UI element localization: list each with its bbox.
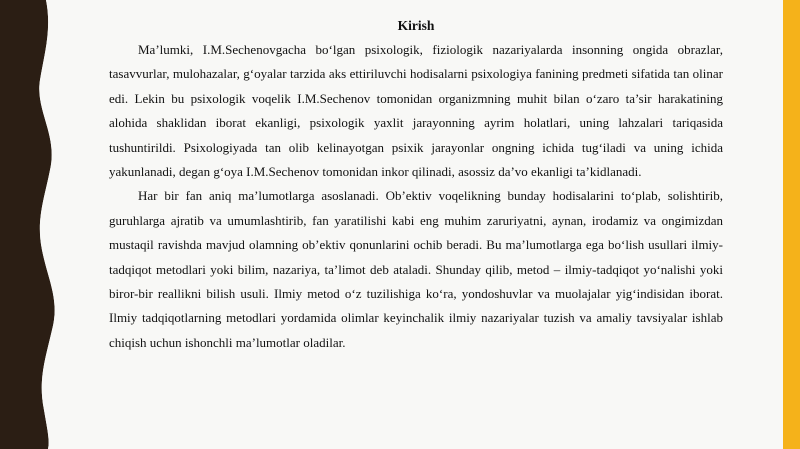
wavy-band-graphic [0, 0, 85, 449]
paragraph-1: Ma’lumki, I.M.Sechenovgacha bo‘lgan psixologik, fiziologik nazariyalarda insonning ongida obrazlar, tasavvurlar, mulohazalar, g‘oyalar tarzida aks ettiriluvchi hodisalarni psixologiya fanining predmeti sifatida tan olinar edi. Lekin bu psixologik voqelik I.M.Sechenov tomonidan organizmning muhit bilan o‘zaro ta’sir harakatining alohida shaklidan iborat ekanligi, psixologik yaxlit jarayonning ayrim holatlari, uning lahzalari tariqasida tushuntirildi. Psixologiyada tan olib kelinayotgan psixik jarayonlar ongning ichida tug‘iladi va uning ichida yakunlanadi, degan g‘oya I.M.Sechenov tomonidan inkor qilinadi, asossiz da’vo ekanligi ta’kidlanadi. [109, 42, 723, 180]
decorative-left-band [0, 0, 85, 449]
decorative-right-bar [783, 0, 800, 449]
document-title: Kirish [397, 18, 435, 33]
paragraph-2: Har bir fan aniq ma’lumotlarga asoslanadi. Ob’ektiv voqelikning bunday hodisalarini to‘plab, solishtirib, guruhlarga ajratib va umumlashtirib, fan yaratilishi kabi eng muhim zaruriyatni, aynan, irodamiz va ongimizdan mustaqil ravishda mavjud olamning ob’ektiv qonunlarini ochib beradi. Bu ma’lumotlarga ega bo‘lish usullari ilmiy-tadqiqot metodlari yoki bilim, nazariya, ta’limot deb ataladi. Shunday qilib, metod – ilmiy-tadqiqot yo‘nalishi yoki biror-bir reallikni bilish usuli. Ilmiy metod o‘z tuzilishiga ko‘ra, yondoshuvlar va muolajalar yig‘indisidan iborat. Ilmiy tadqiqotlarning metodlari yordamida olimlar keyinchalik ilmiy nazariyalar tuzish va amaliy tavsiyalar ishlab chiqish uchun ishonchli ma’lumotlar oladilar. [109, 188, 723, 350]
document-body [109, 16, 723, 355]
